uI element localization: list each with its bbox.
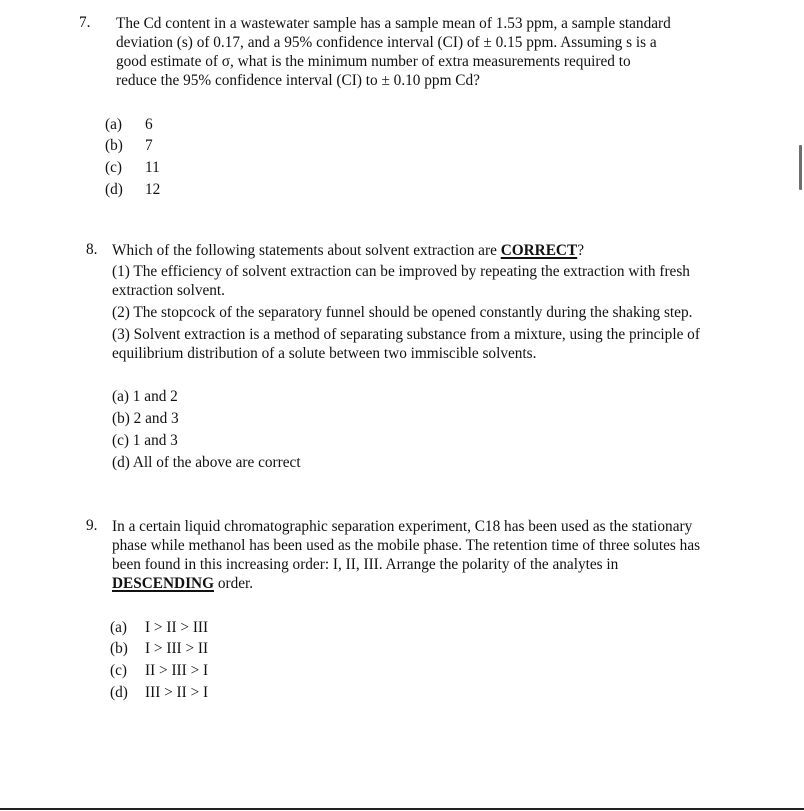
statement-line: (3) Solvent extraction is a method of separating substance from a mixture, using the principle of — [112, 326, 700, 343]
option-text: (a) 1 and 2 — [112, 388, 178, 405]
statement-line: equilibrium distribution of a solute between two immiscible solvents. — [112, 345, 537, 362]
option-label: (c) — [105, 159, 122, 176]
question-number: 9. — [86, 517, 98, 534]
option-label: (a) — [110, 619, 127, 636]
question-text: order. — [214, 575, 254, 592]
option-text: (d) All of the above are correct — [112, 454, 301, 471]
option-text: 7 — [145, 137, 153, 154]
option-label: (b) — [105, 137, 123, 154]
option-text: 12 — [145, 181, 161, 198]
option-label: (c) — [110, 662, 127, 679]
question-number: 8. — [86, 241, 98, 258]
question-text-line: reduce the 95% confidence interval (CI) to ± 0.10 ppm Cd? — [116, 72, 480, 89]
emphasized-word: DESCENDING — [112, 575, 214, 592]
option-label: (d) — [105, 181, 123, 198]
page-bottom-border — [0, 808, 804, 810]
question-text: ? — [577, 242, 584, 259]
scrollbar-thumb[interactable] — [799, 145, 802, 190]
statement-line: extraction solvent. — [112, 282, 225, 299]
emphasized-word: CORRECT — [500, 242, 578, 259]
option-text: III > II > I — [145, 684, 209, 701]
question-number: 7. — [79, 14, 91, 31]
statement-line: (1) The efficiency of solvent extraction can be improved by repeating the extraction with fresh — [112, 263, 690, 280]
question-text-line: In a certain liquid chromatographic separation experiment, C18 has been used as the stationary — [112, 518, 693, 535]
option-text: 6 — [145, 116, 153, 133]
option-label: (d) — [110, 684, 128, 701]
question-text: Which of the following statements about solvent extraction are — [112, 242, 501, 259]
option-text: I > III > II — [145, 640, 209, 657]
question-text-line: been found in this increasing order: I, II, III. Arrange the polarity of the analytes in — [112, 556, 619, 573]
question-text-line — [112, 241, 584, 260]
question-text-line: phase while methanol has been used as the mobile phase. The retention time of three solutes has — [112, 537, 701, 554]
option-text: II > III > I — [145, 662, 209, 679]
option-text: (b) 2 and 3 — [112, 410, 179, 427]
question-text-line: The Cd content in a wastewater sample has a sample mean of 1.53 ppm, a sample standard — [116, 15, 671, 32]
option-text: 11 — [145, 159, 160, 176]
option-text: I > II > III — [145, 619, 209, 636]
statement-line: (2) The stopcock of the separatory funnel should be opened constantly during the shaking step. — [112, 304, 693, 321]
option-label: (a) — [105, 116, 122, 133]
question-text-line — [112, 574, 253, 593]
option-text: (c) 1 and 3 — [112, 432, 178, 449]
option-label: (b) — [110, 640, 128, 657]
question-text-line: good estimate of σ, what is the minimum number of extra measurements required to — [116, 53, 631, 70]
question-text-line: deviation (s) of 0.17, and a 95% confidence interval (CI) of ± 0.15 ppm. Assuming s is a — [116, 34, 657, 51]
